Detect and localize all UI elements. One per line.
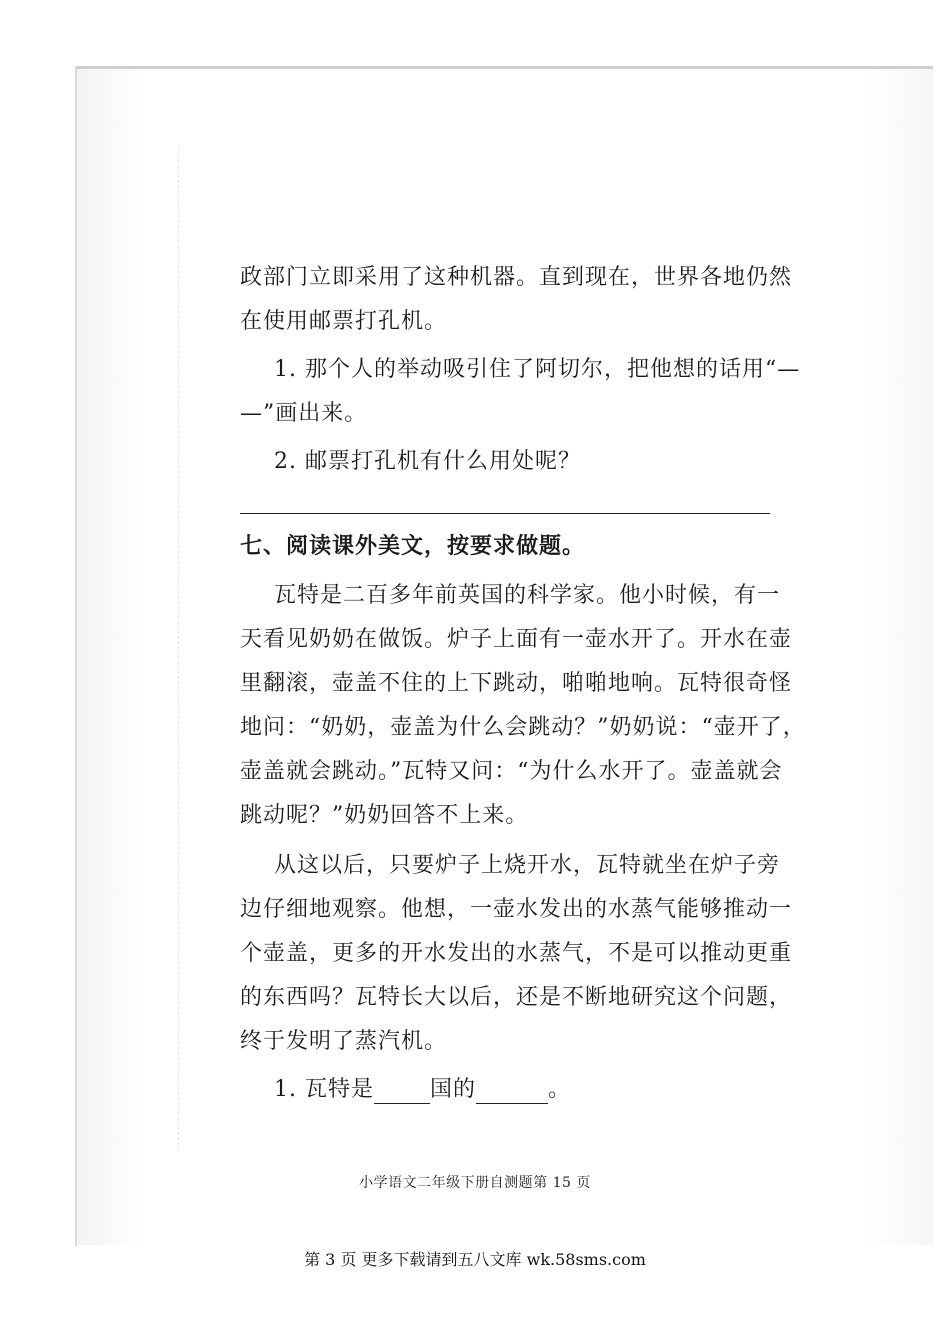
blank-profession[interactable] [476, 1081, 548, 1104]
fill-question-suffix: 。 [548, 1077, 572, 1102]
scan-edge-top [75, 66, 933, 69]
paragraph-1-line-6: 跳动呢？”奶奶回答不上来。 [240, 803, 529, 828]
paragraph-2-line-1: 从这以后，只要炉子上烧开水，瓦特就坐在炉子旁 [274, 853, 781, 878]
paragraph-1-line-1: 瓦特是二百多年前英国的科学家。他小时候，有一 [274, 583, 781, 608]
paragraph-2-line-3: 个壶盖，更多的开水发出的水蒸气，不是可以推动更重 [240, 941, 793, 966]
fill-question-prefix: 1. 瓦特是 [274, 1077, 374, 1102]
paragraph-2-line-5: 终于发明了蒸汽机。 [240, 1029, 448, 1054]
question-1-line-2: —”画出来。 [240, 401, 368, 426]
binding-margin [98, 150, 179, 1150]
document-body [240, 260, 806, 1104]
question-2: 2. 邮票打孔机有什么用处呢？ [274, 449, 581, 474]
paragraph-1-line-2: 天看见奶奶在做饭。炉子上面有一壶水开了。开水在壶 [240, 627, 793, 652]
passage-end-line-1: 政部门立即采用了这种机器。直到现在，世界各地仍然 [240, 265, 793, 290]
paragraph-1-line-4: 地问：“奶奶，壶盖为什么会跳动？”奶奶说：“壶开了， [240, 715, 806, 740]
page-footer: 小学语文二年级下册自测题第 15 页 [359, 1175, 591, 1191]
scan-edge-left [75, 66, 77, 1246]
paragraph-2-line-2: 边仔细地观察。他想，一壶水发出的水蒸气能够推动一 [240, 897, 793, 922]
answer-line [240, 512, 770, 514]
section-7-title: 七、阅读课外美文，按要求做题。 [240, 533, 586, 559]
fill-question-middle: 国的 [429, 1077, 476, 1102]
paragraph-1-line-3: 里翻滚，壶盖不住的上下跳动，啪啪地响。瓦特很奇怪 [240, 671, 793, 696]
download-note: 第 3 页 更多下载请到五八文库 wk.58sms.com [304, 1250, 646, 1269]
blank-country[interactable] [374, 1081, 430, 1104]
paragraph-2-line-4: 的东西吗？瓦特长大以后，还是不断地研究这个问题， [240, 985, 793, 1010]
passage-end-line-2: 在使用邮票打孔机。 [240, 309, 448, 334]
fill-in-question [240, 1076, 770, 1104]
question-1-line-1: 1. 那个人的举动吸引住了阿切尔，把他想的话用“— [274, 357, 801, 382]
paragraph-1-line-5: 壶盖就会跳动。”瓦特又问：“为什么水开了。壶盖就会 [240, 759, 783, 784]
